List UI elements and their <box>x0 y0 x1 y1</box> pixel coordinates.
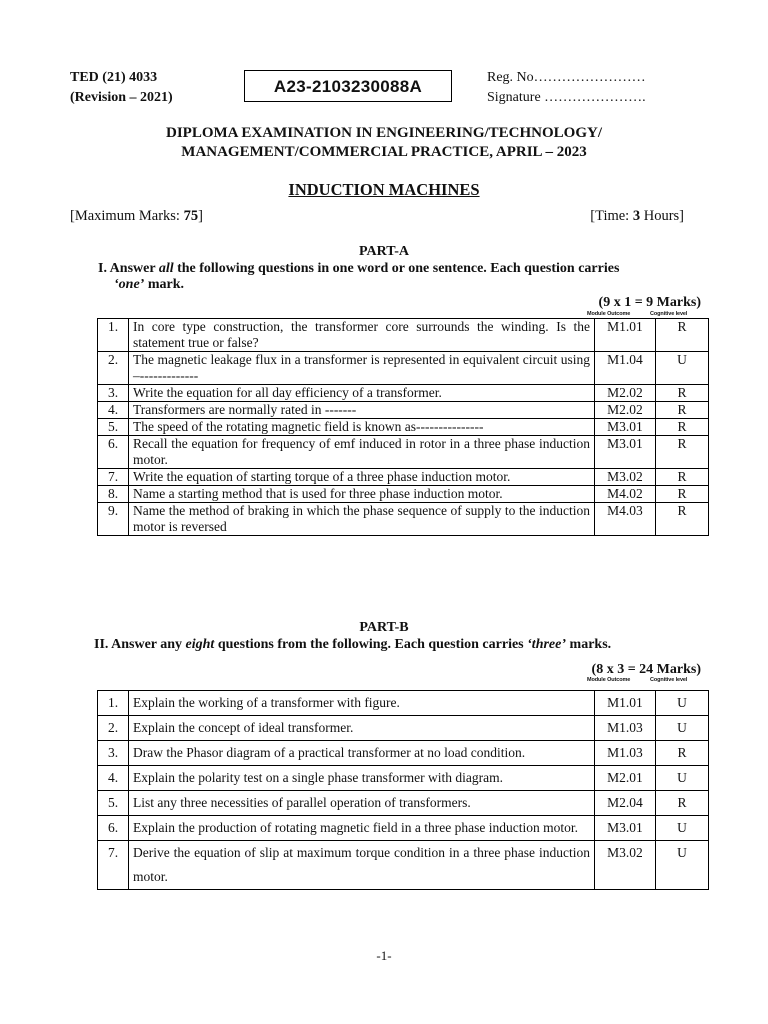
question-row <box>98 503 709 536</box>
question-number: 5. <box>98 791 129 816</box>
question-number: 4. <box>98 766 129 791</box>
cognitive-level: U <box>656 716 709 741</box>
signature-field: Signature …………………. <box>487 90 646 105</box>
course-code: TED (21) 4033 <box>70 70 158 85</box>
question-row <box>98 319 709 352</box>
question-row <box>98 419 709 436</box>
question-row <box>98 469 709 486</box>
module-outcome: M1.01 <box>595 319 656 352</box>
question-text: Recall the equation for frequency of emf induced in rotor in a three phase induction motor. <box>129 436 595 469</box>
time-allowed: [Time: 3 Hours] <box>590 208 684 224</box>
maximum-marks: [Maximum Marks: 75] <box>70 208 203 224</box>
page-number: -1- <box>376 948 392 963</box>
module-outcome-label: Module Outcome <box>587 677 631 683</box>
question-text: Transformers are normally rated in ------- <box>129 402 595 419</box>
question-text: List any three necessities of parallel operation of transformers. <box>129 791 595 816</box>
part-a-questions <box>97 318 709 536</box>
question-text: The speed of the rotating magnetic field is known as--------------- <box>129 419 595 436</box>
question-text: The magnetic leakage flux in a transformer is represented in equivalent circuit using –------------- <box>129 352 595 385</box>
question-number: 2. <box>98 352 129 385</box>
question-row <box>98 766 709 791</box>
module-outcome: M2.04 <box>595 791 656 816</box>
revision: (Revision – 2021) <box>70 90 173 105</box>
question-text: In core type construction, the transformer core surrounds the winding. Is the statement true or false? <box>129 319 595 352</box>
cognitive-level: R <box>656 791 709 816</box>
module-outcome: M3.01 <box>595 816 656 841</box>
part-b-instruction: II. Answer any eight questions from the following. Each question carries ‘three’ marks. <box>94 637 612 652</box>
question-number: 7. <box>98 841 129 890</box>
module-outcome: M2.02 <box>595 385 656 402</box>
cognitive-level: R <box>656 741 709 766</box>
cognitive-level: R <box>656 436 709 469</box>
question-row <box>98 352 709 385</box>
cognitive-level: R <box>656 503 709 536</box>
cognitive-level: U <box>656 816 709 841</box>
question-row <box>98 402 709 419</box>
module-outcome: M3.02 <box>595 841 656 890</box>
module-outcome: M1.04 <box>595 352 656 385</box>
question-row <box>98 716 709 741</box>
question-number: 6. <box>98 436 129 469</box>
cognitive-level-label: Cognitive level <box>650 677 688 683</box>
question-row <box>98 816 709 841</box>
question-row <box>98 486 709 503</box>
module-outcome: M3.01 <box>595 419 656 436</box>
subject-title: INDUCTION MACHINES <box>288 180 480 199</box>
question-text: Explain the polarity test on a single phase transformer with diagram. <box>129 766 595 791</box>
module-outcome: M4.03 <box>595 503 656 536</box>
question-row <box>98 691 709 716</box>
question-text: Write the equation for all day efficiency of a transformer. <box>129 385 595 402</box>
cognitive-level: R <box>656 419 709 436</box>
exam-title-line1: DIPLOMA EXAMINATION IN ENGINEERING/TECHNOLOGY/ <box>165 125 603 141</box>
question-row <box>98 741 709 766</box>
question-number: 2. <box>98 716 129 741</box>
cognitive-level: R <box>656 402 709 419</box>
cognitive-level: R <box>656 385 709 402</box>
cognitive-level: U <box>656 352 709 385</box>
question-text: Draw the Phasor diagram of a practical transformer at no load condition. <box>129 741 595 766</box>
cognitive-level-label: Cognitive level <box>650 311 688 317</box>
question-number: 1. <box>98 691 129 716</box>
reg-no-field: Reg. No…………………… <box>487 70 646 85</box>
module-outcome: M2.02 <box>595 402 656 419</box>
cognitive-level: R <box>656 486 709 503</box>
question-row <box>98 385 709 402</box>
part-b-questions <box>97 690 709 890</box>
registration-block <box>487 68 646 108</box>
question-text: Write the equation of starting torque of a three phase induction motor. <box>129 469 595 486</box>
exam-title-line2: MANAGEMENT/COMMERCIAL PRACTICE, APRIL – 2023 <box>181 144 587 160</box>
cognitive-level: U <box>656 691 709 716</box>
question-text: Explain the concept of ideal transformer. <box>129 716 595 741</box>
question-number: 4. <box>98 402 129 419</box>
cognitive-level: R <box>656 469 709 486</box>
cognitive-level: U <box>656 766 709 791</box>
module-outcome: M3.01 <box>595 436 656 469</box>
question-paper-code: A23-2103230088A <box>244 70 452 102</box>
module-outcome: M1.03 <box>595 741 656 766</box>
question-number: 1. <box>98 319 129 352</box>
question-number: 7. <box>98 469 129 486</box>
question-text: Name a starting method that is used for three phase induction motor. <box>129 486 595 503</box>
cognitive-level: U <box>656 841 709 890</box>
part-a-marks: (9 x 1 = 9 Marks) <box>598 295 701 310</box>
question-text: Name the method of braking in which the phase sequence of supply to the induction motor is reversed <box>129 503 595 536</box>
module-outcome-label: Module Outcome <box>587 311 631 317</box>
module-outcome: M3.02 <box>595 469 656 486</box>
module-outcome: M1.01 <box>595 691 656 716</box>
part-b-marks: (8 x 3 = 24 Marks) <box>591 662 701 677</box>
question-number: 6. <box>98 816 129 841</box>
course-code-block <box>70 68 173 108</box>
part-a-instruction: I. Answer all the following questions in one word or one sentence. Each question carries ‘one’ mark. <box>98 261 620 292</box>
module-outcome: M4.02 <box>595 486 656 503</box>
question-number: 9. <box>98 503 129 536</box>
question-number: 8. <box>98 486 129 503</box>
question-row <box>98 841 709 890</box>
question-row <box>98 791 709 816</box>
question-number: 5. <box>98 419 129 436</box>
question-text: Explain the working of a transformer with figure. <box>129 691 595 716</box>
part-b-title: PART-B <box>359 620 409 635</box>
exam-title <box>0 124 768 162</box>
question-number: 3. <box>98 741 129 766</box>
module-outcome: M2.01 <box>595 766 656 791</box>
question-text: Derive the equation of slip at maximum torque condition in a three phase induction motor. <box>129 841 595 890</box>
part-a-title: PART-A <box>358 244 410 259</box>
cognitive-level: R <box>656 319 709 352</box>
question-row <box>98 436 709 469</box>
module-outcome: M1.03 <box>595 716 656 741</box>
question-number: 3. <box>98 385 129 402</box>
question-text: Explain the production of rotating magnetic field in a three phase induction motor. <box>129 816 595 841</box>
